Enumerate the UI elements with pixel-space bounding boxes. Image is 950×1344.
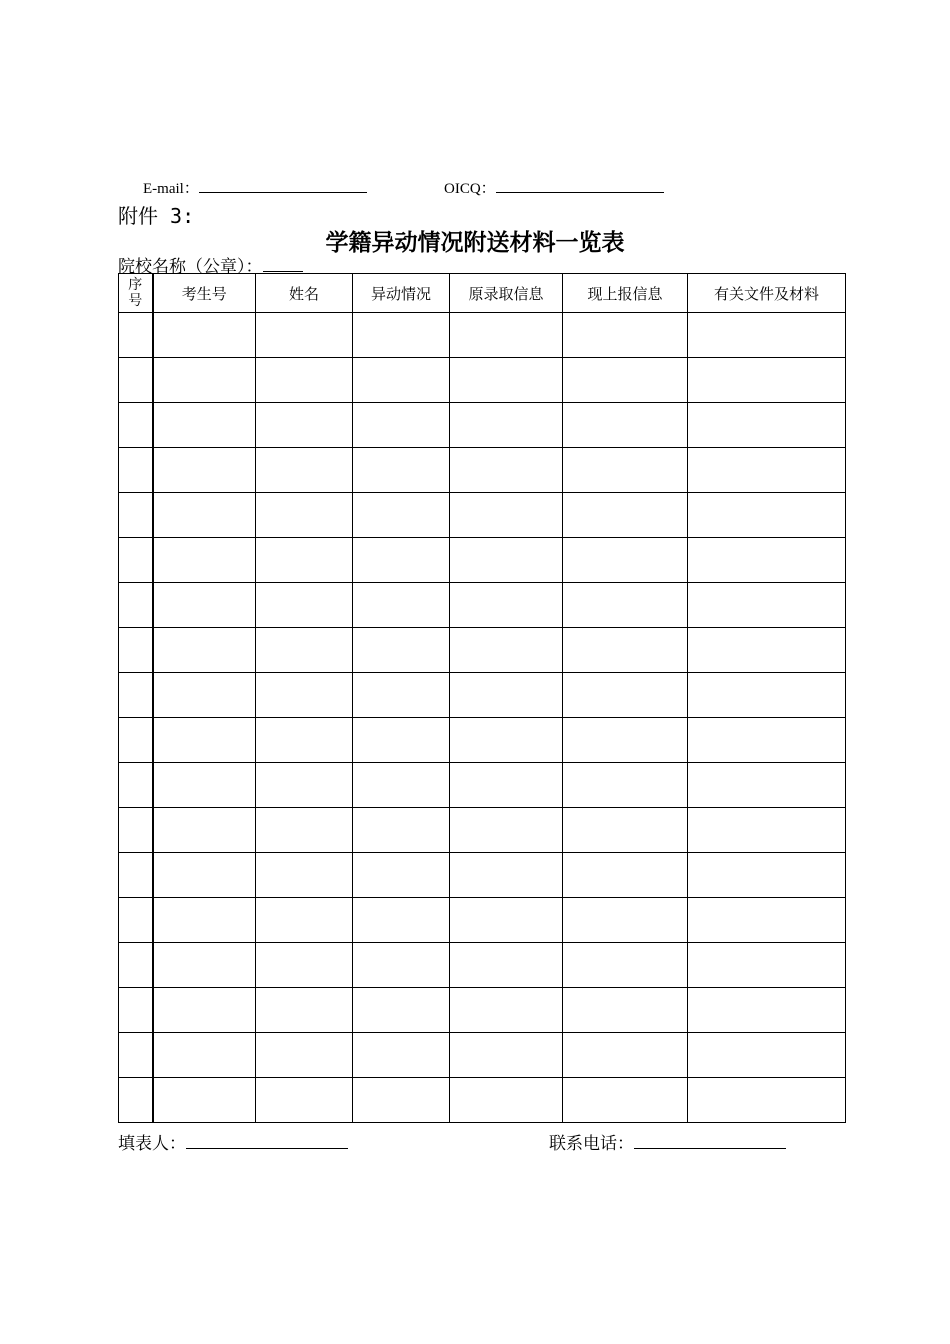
table-cell[interactable]	[119, 628, 153, 673]
table-cell[interactable]	[256, 763, 353, 808]
document-title: 学籍异动情况附送材料一览表	[325, 230, 625, 256]
table-cell[interactable]	[563, 763, 688, 808]
table-cell[interactable]	[153, 673, 256, 718]
table-cell[interactable]	[256, 673, 353, 718]
table-row	[119, 583, 846, 628]
table-cell[interactable]	[119, 988, 153, 1033]
table-cell[interactable]	[353, 313, 450, 358]
table-cell[interactable]	[256, 583, 353, 628]
table-cell[interactable]	[450, 673, 563, 718]
attachment-label: 附件 3:	[118, 204, 195, 228]
table-cell[interactable]	[450, 628, 563, 673]
table-cell[interactable]	[153, 313, 256, 358]
table-cell[interactable]	[563, 403, 688, 448]
table-cell[interactable]	[353, 718, 450, 763]
table-cell[interactable]	[688, 538, 846, 583]
table-cell[interactable]	[688, 943, 846, 988]
table-cell[interactable]	[688, 583, 846, 628]
table-cell[interactable]	[450, 538, 563, 583]
table-cell[interactable]	[688, 448, 846, 493]
table-cell[interactable]	[688, 673, 846, 718]
table-row	[119, 808, 846, 853]
filler-blank[interactable]	[186, 1133, 348, 1149]
table-cell[interactable]	[353, 538, 450, 583]
table-cell[interactable]	[256, 448, 353, 493]
table-cell[interactable]	[153, 628, 256, 673]
table-cell[interactable]	[119, 763, 153, 808]
table-body	[119, 313, 846, 1123]
table-cell[interactable]	[563, 853, 688, 898]
table-row	[119, 1033, 846, 1078]
table-cell[interactable]	[119, 583, 153, 628]
table-cell[interactable]	[353, 763, 450, 808]
table-cell[interactable]	[688, 358, 846, 403]
table-cell[interactable]	[119, 538, 153, 583]
table-cell[interactable]	[353, 628, 450, 673]
table-cell[interactable]	[450, 583, 563, 628]
table-cell[interactable]	[119, 808, 153, 853]
table-cell[interactable]	[256, 313, 353, 358]
oicq-blank[interactable]	[496, 179, 664, 193]
table-cell[interactable]	[153, 763, 256, 808]
column-header-reported-info: 现上报信息	[563, 274, 688, 313]
table-cell[interactable]	[256, 403, 353, 448]
email-blank[interactable]	[199, 179, 367, 193]
table-cell[interactable]	[353, 988, 450, 1033]
table-cell[interactable]	[256, 988, 353, 1033]
table-cell[interactable]	[450, 763, 563, 808]
table-cell[interactable]	[119, 673, 153, 718]
table-cell[interactable]	[119, 898, 153, 943]
table-cell[interactable]	[256, 898, 353, 943]
table-cell[interactable]	[353, 358, 450, 403]
phone-label: 联系电话：	[549, 1134, 634, 1154]
table-cell[interactable]	[450, 493, 563, 538]
column-header-seq	[119, 274, 153, 313]
table-cell[interactable]	[563, 493, 688, 538]
table-cell[interactable]	[450, 988, 563, 1033]
table-cell[interactable]	[353, 673, 450, 718]
table-row	[119, 313, 846, 358]
table-row	[119, 493, 846, 538]
table-cell[interactable]	[256, 358, 353, 403]
table-cell[interactable]	[256, 808, 353, 853]
table-cell[interactable]	[563, 538, 688, 583]
table-cell[interactable]	[119, 358, 153, 403]
table-row	[119, 448, 846, 493]
table-cell[interactable]	[450, 1033, 563, 1078]
table-row	[119, 853, 846, 898]
column-header-name: 姓名	[256, 274, 353, 313]
table-cell[interactable]	[563, 1033, 688, 1078]
table-cell[interactable]	[256, 853, 353, 898]
table-cell[interactable]	[153, 403, 256, 448]
table-cell[interactable]	[353, 898, 450, 943]
oicq-line	[444, 177, 664, 198]
table-cell[interactable]	[563, 628, 688, 673]
table-cell[interactable]	[563, 1078, 688, 1123]
table-cell[interactable]	[153, 358, 256, 403]
table-cell[interactable]	[688, 718, 846, 763]
table-cell[interactable]	[688, 808, 846, 853]
table-cell[interactable]	[688, 628, 846, 673]
email-label: E-mail：	[143, 181, 199, 197]
table-cell[interactable]	[256, 628, 353, 673]
table-row	[119, 538, 846, 583]
table-cell[interactable]	[256, 943, 353, 988]
table-cell[interactable]	[119, 853, 153, 898]
table-cell[interactable]	[153, 718, 256, 763]
materials-table	[118, 273, 846, 1123]
table-cell[interactable]	[563, 943, 688, 988]
table-cell[interactable]	[353, 583, 450, 628]
table-cell[interactable]	[153, 988, 256, 1033]
table-cell[interactable]	[256, 538, 353, 583]
table-cell[interactable]	[153, 898, 256, 943]
table-cell[interactable]	[153, 1078, 256, 1123]
table-cell[interactable]	[688, 403, 846, 448]
filler-label: 填表人：	[118, 1134, 186, 1154]
table-cell[interactable]	[450, 448, 563, 493]
table-row	[119, 673, 846, 718]
table-cell[interactable]	[563, 583, 688, 628]
table-cell[interactable]	[688, 853, 846, 898]
seq-header-bottom: 号	[128, 293, 143, 309]
table-cell[interactable]	[153, 448, 256, 493]
table-cell[interactable]	[256, 493, 353, 538]
table-cell[interactable]	[256, 718, 353, 763]
table-cell[interactable]	[353, 808, 450, 853]
table-cell[interactable]	[688, 313, 846, 358]
table-cell[interactable]	[353, 1033, 450, 1078]
table-cell[interactable]	[119, 1078, 153, 1123]
table-row	[119, 898, 846, 943]
email-line	[143, 177, 367, 198]
table-cell[interactable]	[450, 313, 563, 358]
table-cell[interactable]	[353, 943, 450, 988]
column-header-documents: 有关文件及材料	[688, 274, 846, 313]
table-cell[interactable]	[450, 943, 563, 988]
table-row	[119, 628, 846, 673]
table-cell[interactable]	[450, 853, 563, 898]
oicq-label: OICQ：	[444, 181, 496, 197]
table-cell[interactable]	[450, 358, 563, 403]
table-cell[interactable]	[450, 403, 563, 448]
table-row	[119, 403, 846, 448]
table-cell[interactable]	[256, 1078, 353, 1123]
table-cell[interactable]	[353, 493, 450, 538]
seq-header-top: 序	[128, 277, 143, 293]
table-row	[119, 943, 846, 988]
table-cell[interactable]	[119, 403, 153, 448]
table-cell[interactable]	[688, 763, 846, 808]
table-cell[interactable]	[563, 898, 688, 943]
table-cell[interactable]	[153, 853, 256, 898]
table-cell[interactable]	[119, 448, 153, 493]
table-cell[interactable]	[688, 1033, 846, 1078]
table-row	[119, 358, 846, 403]
table-cell[interactable]	[119, 1033, 153, 1078]
column-header-status-change: 异动情况	[353, 274, 450, 313]
table-cell[interactable]	[153, 943, 256, 988]
filler-line	[118, 1129, 348, 1154]
table-cell[interactable]	[353, 853, 450, 898]
table-cell[interactable]	[119, 718, 153, 763]
table-cell[interactable]	[353, 1078, 450, 1123]
table-cell[interactable]	[563, 313, 688, 358]
table-cell[interactable]	[688, 1078, 846, 1123]
table-row	[119, 988, 846, 1033]
table-cell[interactable]	[450, 898, 563, 943]
table-cell[interactable]	[153, 493, 256, 538]
table-cell[interactable]	[688, 493, 846, 538]
table-cell[interactable]	[119, 943, 153, 988]
table-cell[interactable]	[563, 808, 688, 853]
table-cell[interactable]	[688, 898, 846, 943]
school-name-label: 院校名称（公章）：	[118, 257, 263, 277]
column-header-original-admission: 原录取信息	[450, 274, 563, 313]
table-cell[interactable]	[563, 448, 688, 493]
table-row	[119, 763, 846, 808]
table-cell[interactable]	[450, 1078, 563, 1123]
table-cell[interactable]	[153, 808, 256, 853]
table-cell[interactable]	[563, 718, 688, 763]
phone-blank[interactable]	[634, 1133, 786, 1149]
table-header-row	[119, 274, 846, 313]
table-cell[interactable]	[256, 1033, 353, 1078]
table-cell[interactable]	[688, 988, 846, 1033]
table-cell[interactable]	[153, 1033, 256, 1078]
school-name-blank[interactable]	[263, 256, 303, 272]
table-cell[interactable]	[563, 673, 688, 718]
table-cell[interactable]	[153, 538, 256, 583]
table-cell[interactable]	[119, 313, 153, 358]
table-cell[interactable]	[353, 403, 450, 448]
table-cell[interactable]	[153, 583, 256, 628]
table-cell[interactable]	[563, 988, 688, 1033]
table-cell[interactable]	[450, 718, 563, 763]
column-header-exam-number: 考生号	[153, 274, 256, 313]
phone-line	[549, 1129, 786, 1154]
table-row	[119, 718, 846, 763]
table-cell[interactable]	[119, 493, 153, 538]
table-cell[interactable]	[563, 358, 688, 403]
table-cell[interactable]	[450, 808, 563, 853]
table-cell[interactable]	[353, 448, 450, 493]
table-row	[119, 1078, 846, 1123]
